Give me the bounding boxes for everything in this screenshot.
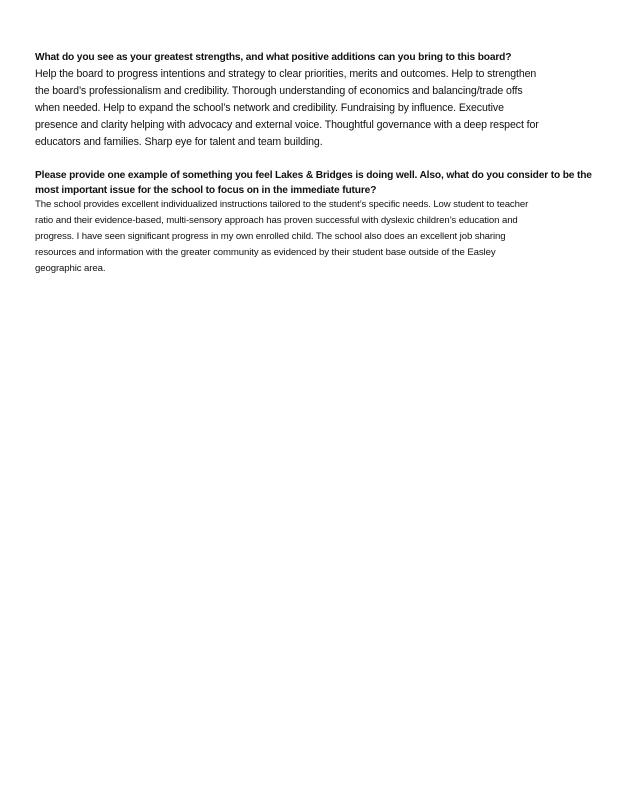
answer-text-line: progress. I have seen significant progress in my own enrolled child. The school also does an excellent job sharing	[35, 231, 506, 242]
answer-text-line: resources and information with the greater community as evidenced by their student base outside of the Easley	[35, 247, 496, 258]
answer-text-line: the board’s professionalism and credibility. Thorough understanding of economics and balancing/trade offs	[35, 85, 523, 97]
answer-text-line: presence and clarity helping with advocacy and external voice. Thoughtful governance with a deep respect for	[35, 119, 539, 131]
answer-text-line: geographic area.	[35, 263, 106, 274]
question-text: Please provide one example of something you feel Lakes & Bridges is doing well. Also, what do you consider to be the	[35, 170, 592, 181]
answer-text-line: educators and families. Sharp eye for talent and team building.	[35, 136, 323, 148]
answer-text-line: Help the board to progress intentions and strategy to clear priorities, merits and outcomes. Help to strengthen	[35, 68, 537, 80]
question-text: most important issue for the school to focus on in the immediate future?	[35, 185, 377, 196]
answer-text-line: The school provides excellent individualized instructions tailored to the student’s specific needs. Low student to teacher	[35, 199, 529, 210]
answer-text-line: when needed. Help to expand the school’s network and credibility. Fundraising by influence. Executive	[35, 102, 504, 114]
answer-text-line: ratio and their evidence-based, multi-sensory approach has proven successful with dyslexic children’s education and	[35, 215, 518, 226]
question-text: What do you see as your greatest strengths, and what positive additions can you bring to this board?	[35, 52, 512, 63]
